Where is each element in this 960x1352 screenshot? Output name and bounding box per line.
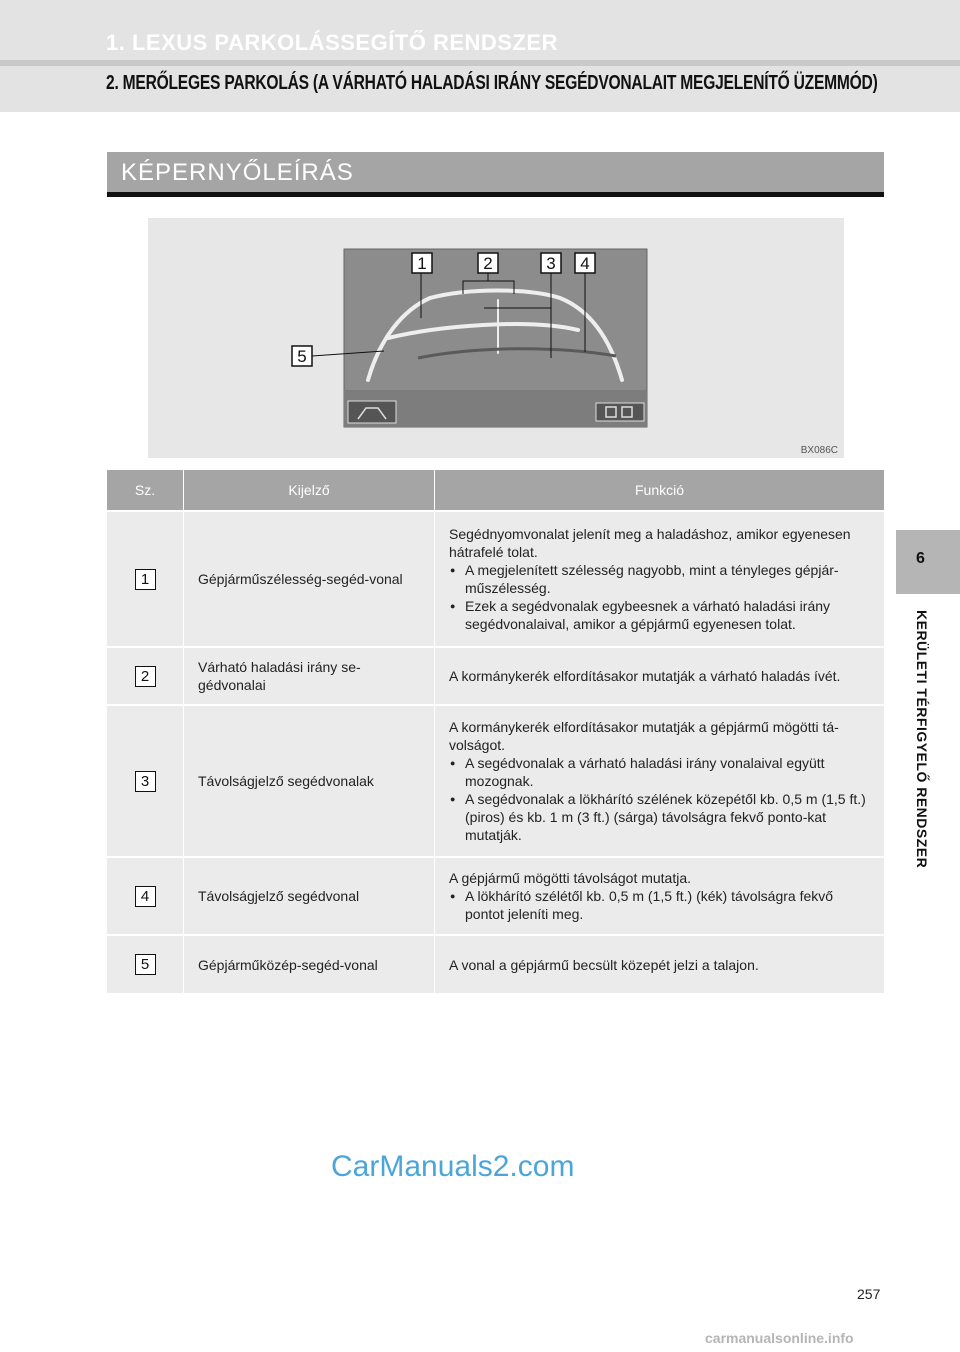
row-number-badge: 4 xyxy=(135,886,156,907)
subhead-bar xyxy=(107,152,884,192)
function-bullet: ● Ezek a segédvonalak egybeesnek a várható haladási irány segédvonalaival, amikor a gépjármű egyenesen tolat. xyxy=(449,597,872,633)
parking-mode-icon xyxy=(348,401,396,423)
function-lead: Segédnyomvonalat jelenít meg a haladáshoz, amikor egyenesen hátrafelé tolat. xyxy=(449,526,851,560)
header-number: Sz. xyxy=(107,470,184,511)
function-table xyxy=(107,470,884,993)
chapter-tab-label: KERÜLETI TÉRFIGYELŐ RENDSZER xyxy=(914,610,930,869)
chapter-tab-number: 6 xyxy=(916,550,925,567)
header-divider xyxy=(0,60,960,66)
row-display: Távolságjelző segédvonalak xyxy=(184,705,435,857)
table-row xyxy=(107,935,884,993)
row-display: Gépjárműszélesség-segéd-vonal xyxy=(184,511,435,647)
header-band xyxy=(0,0,960,112)
function-bullet: ● A lökhárító szélétől kb. 0,5 m (1,5 ft.) (kék) távolságra fekvő pontot jeleníti meg. xyxy=(449,887,872,923)
row-number-badge: 3 xyxy=(135,771,156,792)
callout-4: 4 xyxy=(580,254,590,273)
callout-1: 1 xyxy=(417,254,427,273)
row-display: Távolságjelző segédvonal xyxy=(184,857,435,935)
function-lead: A kormánykerék elfordításakor mutatják a gépjármű mögötti tá-volságot. xyxy=(449,719,839,753)
header-display: Kijelző xyxy=(184,470,435,511)
camera-screen-figure xyxy=(148,218,844,458)
section-title: 2. MERŐLEGES PARKOLÁS (A VÁRHATÓ HALADÁSI IRÁNY SEGÉDVONALAIT MEGJELENÍTŐ ÜZEMMÓD) xyxy=(106,72,878,94)
footer-source: carmanualsonline.info xyxy=(705,1330,854,1346)
row-function xyxy=(435,705,885,857)
row-display: Várható haladási irány se-gédvonalai xyxy=(184,647,435,705)
callout-5: 5 xyxy=(297,347,307,366)
table-row xyxy=(107,647,884,705)
camera-screen-illustration xyxy=(148,218,844,458)
function-lead: A gépjármű mögötti távolságot mutatja. xyxy=(449,870,692,886)
row-number-badge: 2 xyxy=(135,666,156,687)
function-lead: A vonal a gépjármű becsült közepét jelzi a talajon. xyxy=(449,956,759,973)
table-header-row xyxy=(107,470,884,511)
table-row xyxy=(107,857,884,935)
table-row xyxy=(107,705,884,857)
row-number-badge: 5 xyxy=(135,954,156,975)
header-function: Funkció xyxy=(435,470,885,511)
subhead-underline xyxy=(107,192,884,197)
page-number: 257 xyxy=(857,1286,881,1302)
row-display: Gépjárműközép-segéd-vonal xyxy=(184,935,435,993)
chapter-title: 1. LEXUS PARKOLÁSSEGÍTŐ RENDSZER xyxy=(106,30,558,55)
row-function xyxy=(435,857,885,935)
figure-code: BX086C xyxy=(800,445,838,456)
row-function xyxy=(435,935,885,993)
function-lead: A kormánykerék elfordításakor mutatják a várható haladás ívét. xyxy=(449,668,841,684)
row-function xyxy=(435,647,885,705)
callout-2: 2 xyxy=(483,254,493,273)
row-number-badge: 1 xyxy=(135,569,156,590)
table-row xyxy=(107,511,884,647)
function-bullet: ● A segédvonalak a lökhárító szélének közepétől kb. 0,5 m (1,5 ft.) (piros) és kb. 1 m (3 ft.) (sárga) távolságra fekvő ponto-kat mutatják. xyxy=(449,790,872,844)
callout-3: 3 xyxy=(546,254,556,273)
chapter-tab xyxy=(896,530,960,594)
subhead-title: KÉPERNYŐLEÍRÁS xyxy=(121,159,354,186)
function-bullet: ● A segédvonalak a várható haladási irány vonalaival együtt mozognak. xyxy=(449,754,872,790)
row-function xyxy=(435,511,885,647)
camera-view-icon xyxy=(596,403,644,421)
watermark-text: CarManuals2.com xyxy=(331,1150,575,1183)
function-bullet: ● A megjelenített szélesség nagyobb, mint a tényleges gépjár-műszélesség. xyxy=(449,561,872,597)
